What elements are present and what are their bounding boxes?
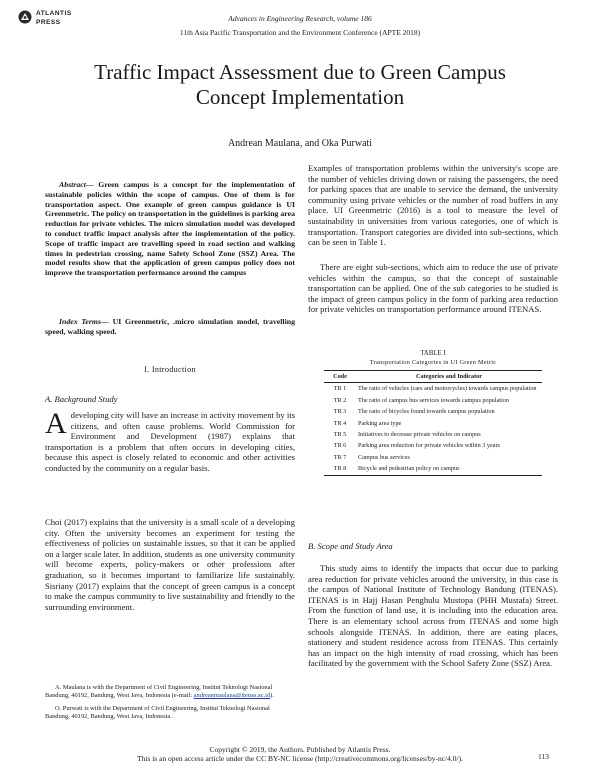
table-cell-category: Parking area type xyxy=(358,419,402,427)
drop-cap: A xyxy=(45,407,67,440)
intro-paragraph-1 xyxy=(45,407,295,474)
table-cell-code: TR 6 xyxy=(333,442,347,450)
table-cell-code: TR 5 xyxy=(333,431,347,439)
footnote-author-a xyxy=(45,684,295,701)
table-row xyxy=(324,418,542,429)
table-row xyxy=(324,395,542,406)
index-terms xyxy=(45,317,295,337)
page-footer xyxy=(0,745,600,764)
table-header-code: Code xyxy=(324,371,356,383)
index-terms-lead: Index Terms xyxy=(59,317,102,326)
table-cell-code: TR 1 xyxy=(333,385,347,393)
table-header-category: Categories and Indicator xyxy=(356,371,542,383)
table-cell-category: The ratio of vehicles (cars and motorcycles) towards campus population xyxy=(358,385,537,393)
right-paragraph-2: There are eight sub-sections, which aim to reduce the use of private vehicles within the campus, so that the concept of sustainable transportation can be applied. One of the sub categories to be studied is the impact of green campus policy in the form of parking area reduction for private vehicles on transportation performance around ITENAS. xyxy=(308,262,558,315)
transport-categories-table xyxy=(324,370,542,476)
page-number: 113 xyxy=(538,752,549,761)
table-label: TABLE I xyxy=(420,350,446,357)
section-heading-introduction: I. Introduction xyxy=(144,365,196,374)
table-row xyxy=(324,463,542,475)
table-cell-category: The ratio of campus bus services towards campus population xyxy=(358,396,509,404)
abstract-text: — Green campus is a concept for the implementation of sustainable policies within the scope of campus. One of them is for transportation aspect. One example of green campus guidance is UI Greenmetric. The policy on transportation in the guidelines is parking area reduction for private vehicles. The micro simulation model was developed to conduct traffic impact analysis after the implementation of the policy. Scope of traffic impact are travelling speed in road section and walking times in pedestrian crossing, name Safety School Zone (SSZ) Area. The model results show that the application of green campus policy does not improve the transportation performance around the campus xyxy=(45,180,295,278)
copyright-line: Copyright © 2019, the Authors. Published by Atlantis Press. xyxy=(209,745,391,754)
footnotes xyxy=(45,684,295,726)
abstract xyxy=(45,180,295,278)
table-caption: Transportation Categories in UI Green Metric xyxy=(369,359,497,366)
index-terms-text: — UI Greenmetric, .micro simulation model, travelling speed, walking speed. xyxy=(45,317,296,336)
table-cell-category: Parking area reduction for private vehicles within 3 years xyxy=(358,442,500,450)
subsection-heading-scope: B. Scope and Study Area xyxy=(308,541,393,551)
table-row xyxy=(324,406,542,417)
paper-title: Traffic Impact Assessment due to Green Campus Concept Implementation xyxy=(94,60,506,109)
author-email-link[interactable]: andreanmaulana@itenas.ac.id xyxy=(193,692,271,700)
license-line: This is an open access article under the CC BY-NC license (http://creativecommons.org/licenses/by-nc/4.0/). xyxy=(136,754,464,764)
table-cell-category: Bicycle and pedestrian policy on campus xyxy=(356,463,542,475)
intro-paragraph-1-text: developing city will have an increase in activity movement by its citizens, and often cause problems. World Commission for Environment and Development (1987) explains that transportation is a problem that often occurs in developing cities, because this aspect is closely related to economic and other activities conducted by the community on a regular basis. xyxy=(45,410,295,473)
table-cell-code: TR 4 xyxy=(333,419,347,427)
footnote-author-o: O. Purwati is with the Department of Civil Engineering, Institut Teknologi Nasional Bandung, 40192, Bandung, West Java, Indonesia. xyxy=(45,704,270,721)
publisher-name-line1: ATLANTIS xyxy=(36,10,72,17)
right-paragraph-3: This study aims to identify the impacts that occur due to parking area reduction for private vehicles around the university, in this case is the campus of National Institute of Technology Bandung (ITENAS). ITENAS is in Hajj Hasan Penghulu Mustopa (PHH Mustafa) Street. From the function of land use, it is including into the education area. There is an elementary school across from ITENAS and some high schools alongside ITENAS. In addition, there are eating places, stationery and student residence across from ITENAS. This certainly has an impact on the high intensity of road crossing, which has been facilitated by the government with the School Safety Zone (SSZ) Area. xyxy=(308,563,558,669)
table-cell-code: TR 8 xyxy=(324,463,356,475)
paper-authors: Andrean Maulana, and Oka Purwati xyxy=(227,138,373,149)
table-cell-code: TR 2 xyxy=(333,396,347,404)
table-cell-code: TR 7 xyxy=(333,453,347,461)
right-paragraph-1: Examples of transportation problems within the university's scope are the number of vehicles driving down or raising the passengers, the need for parking spaces that are unable to service the demand, the university community using private vehicles or the number of road buffers in any place. UI Greenmetric (2016) is a tool to measure the level of sustainability in universities from various categories, one of which is transportation. Transport categories are divided into sub-sections, which can be seen in Table 1. xyxy=(308,163,558,248)
abstract-lead: Abstract xyxy=(59,180,86,189)
table-row xyxy=(324,440,542,451)
journal-header: Advances in Engineering Research, volume 186 xyxy=(228,14,372,23)
conference-header: 11th Asia Pacific Transportation and the Environment Conference (APTE 2018) xyxy=(179,28,421,37)
publisher-name-line2: PRESS xyxy=(36,19,61,26)
table-row xyxy=(324,452,542,463)
table-cell-category: The ratio of bicycles found towards campus population xyxy=(358,408,495,416)
table-cell-category: Campus bus services xyxy=(358,453,410,461)
table-cell-category: Initiatives to decrease private vehicles on campus xyxy=(358,431,481,439)
table-cell-code: TR 3 xyxy=(333,408,347,416)
footnote-a-end: ). xyxy=(270,692,274,700)
table-row xyxy=(324,429,542,440)
footnote-a-text: A. Maulana is with the Department of Civil Engineering, Institut Teknologi Nasional Bandung, 40192, Bandung, West Java, Indonesia (e-mail: xyxy=(45,684,273,700)
table-header-row xyxy=(324,371,542,383)
subsection-heading-background: A. Background Study xyxy=(45,394,118,404)
intro-paragraph-2: Choi (2017) explains that the university is a small scale of a developing city. Often the university becomes an experiment for testing the effectiveness of policies on sustainable issues, so that it can be applied on a larger scale later. In addition, students as one university community will become experts, policy-makers or other professions after graduation, so it becomes important to familiarize life sustainably. Sisriany (2017) explains that the concept of green campus is a concept to make the campus community to live sustainability and friendly to the surrounding environment. xyxy=(45,517,295,612)
table-row xyxy=(324,383,542,395)
